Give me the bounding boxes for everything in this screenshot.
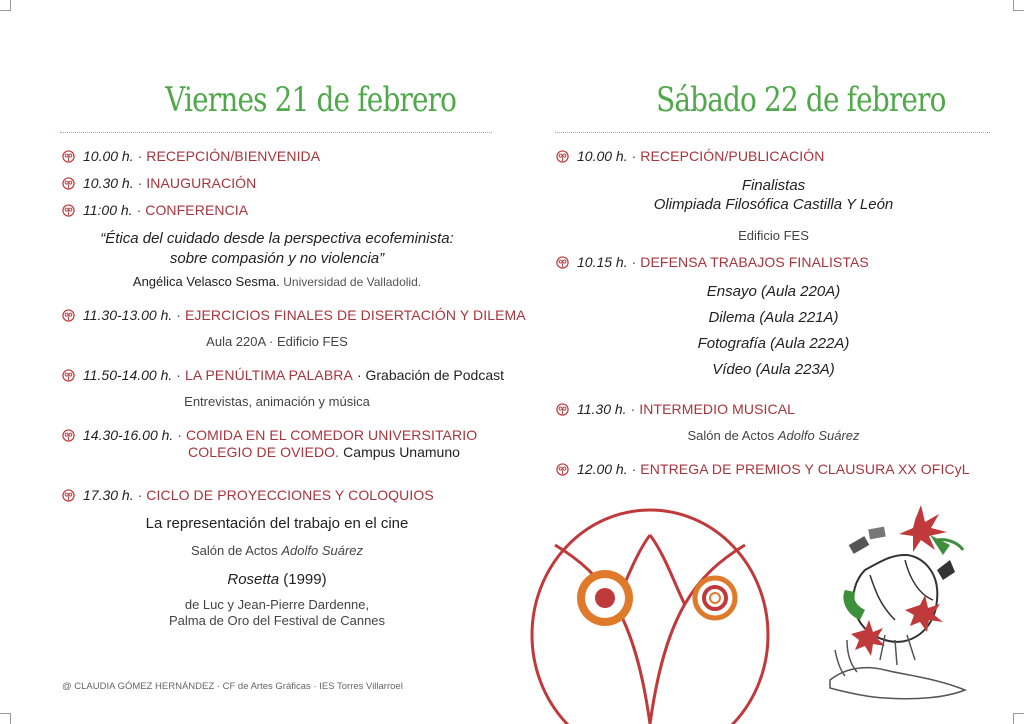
event-name: RECEPCIÓN/BIENVENIDA bbox=[146, 148, 321, 164]
event-time: 11:00 h. bbox=[83, 202, 133, 218]
venue-prefix: Salón de Actos bbox=[687, 428, 775, 443]
footer-credits: @ CLAUDIA GÓMEZ HERNÁNDEZ · CF de Artes Gráficas · IES Torres Villarroel bbox=[62, 681, 403, 692]
conference-speaker: Angélica Velasco Sesma. bbox=[132, 274, 280, 289]
room-photography: Fotografía (Aula 222A) bbox=[697, 335, 850, 352]
owl-bullet-icon bbox=[62, 489, 75, 502]
cinema-venue bbox=[62, 543, 492, 558]
saturday-event-reception: 10.00 h. · RECEPCIÓN/PUBLICACIÓN bbox=[556, 148, 824, 164]
saturday-event-music: 11.30 h. · INTERMEDIO MUSICAL bbox=[556, 401, 795, 417]
conference-speaker-line bbox=[62, 274, 492, 289]
event-extra: · Grabación de Podcast bbox=[356, 367, 505, 383]
crop-mark-bottom-right bbox=[1013, 713, 1024, 724]
owl-bullet-icon bbox=[62, 204, 75, 217]
event-extra: Campus Unamuno bbox=[343, 444, 460, 460]
friday-event-lunch: 14.30-16.00 h. · COMIDA EN EL COMEDOR UNIVERSITARIO bbox=[62, 427, 477, 443]
event-time: 17.30 h. bbox=[83, 487, 134, 503]
owl-bullet-icon bbox=[556, 256, 569, 269]
owl-bullet-icon bbox=[62, 429, 75, 442]
event-name-continued: COLEGIO DE OVIEDO. bbox=[188, 444, 340, 460]
finalists-line1: Finalistas bbox=[741, 177, 806, 194]
event-name: CICLO DE PROYECCIONES Y COLOQUIOS bbox=[146, 487, 434, 503]
conference-affiliation: Universidad de Valladolid. bbox=[283, 275, 422, 289]
exercises-location: Aula 220A · Edificio FES bbox=[206, 334, 348, 349]
conference-quote-line2: sobre compasión y no violencia” bbox=[169, 250, 385, 267]
venue-prefix: Salón de Actos bbox=[190, 543, 278, 558]
saturday-title: Sábado 22 de febrero bbox=[656, 80, 946, 120]
friday-title: Viernes 21 de febrero bbox=[165, 80, 457, 120]
owl-bullet-icon bbox=[556, 150, 569, 163]
music-venue bbox=[556, 428, 991, 443]
event-time: 14.30-16.00 h. bbox=[83, 427, 174, 443]
friday-divider bbox=[60, 132, 492, 133]
film-year: (1999) bbox=[283, 571, 327, 588]
friday-event-inauguration: 10.30 h. · INAUGURACIÓN bbox=[62, 175, 256, 191]
event-time: 11.50-14.00 h. bbox=[83, 367, 173, 383]
venue-name: Adolfo Suárez bbox=[777, 428, 860, 443]
event-time: 10.00 h. bbox=[83, 148, 134, 164]
friday-event-exercises: 11.30-13.00 h. · EJERCICIOS FINALES DE DISERTACIÓN Y DILEMA bbox=[62, 307, 526, 323]
room-dilemma: Dilema (Aula 221A) bbox=[708, 309, 839, 326]
owl-bullet-icon bbox=[62, 309, 75, 322]
event-name: INAUGURACIÓN bbox=[146, 175, 257, 191]
owl-bullet-icon bbox=[62, 369, 75, 382]
crop-mark-bottom-left bbox=[0, 713, 11, 724]
friday-event-reception: 10.00 h. · RECEPCIÓN/BIENVENIDA bbox=[62, 148, 320, 164]
friday-event-conference: 11:00 h. · CONFERENCIA bbox=[62, 202, 248, 218]
event-time: 11.30 h. bbox=[577, 401, 627, 417]
film-title: Rosetta bbox=[227, 571, 280, 588]
owl-bullet-icon bbox=[62, 150, 75, 163]
event-time: 10.00 h. bbox=[577, 148, 628, 164]
room-video: Vídeo (Aula 223A) bbox=[712, 361, 835, 378]
event-time: 10.30 h. bbox=[83, 175, 134, 191]
event-name: INTERMEDIO MUSICAL bbox=[639, 401, 796, 417]
saturday-divider bbox=[555, 132, 990, 133]
venue-name: Adolfo Suárez bbox=[281, 543, 364, 558]
conference-quote-line1: “Ética del cuidado desde la perspectiva ecofeminista: bbox=[100, 230, 454, 247]
event-name: CONFERENCIA bbox=[145, 202, 249, 218]
event-time: 11.30-13.00 h. bbox=[83, 307, 173, 323]
cinema-film bbox=[62, 571, 492, 588]
event-time: 12.00 h. bbox=[577, 461, 628, 477]
owl-bullet-icon bbox=[556, 463, 569, 476]
event-time: 10.15 h. bbox=[577, 254, 628, 270]
finalists-line2: Olimpiada Filosófica Castilla Y León bbox=[653, 196, 894, 213]
podcast-detail: Entrevistas, animación y música bbox=[184, 394, 370, 409]
saturday-event-defense: 10.15 h. · DEFENSA TRABAJOS FINALISTAS bbox=[556, 254, 869, 270]
saturday-event-closing: 12.00 h. · ENTREGA DE PREMIOS Y CLAUSURA XX OFICyL bbox=[556, 461, 970, 477]
owl-logo-icon bbox=[515, 505, 785, 724]
film-credits-line2: Palma de Oro del Festival de Cannes bbox=[168, 613, 386, 628]
crop-mark-top-right bbox=[1013, 0, 1024, 11]
event-name: RECEPCIÓN/PUBLICACIÓN bbox=[640, 148, 825, 164]
film-credits-line1: de Luc y Jean-Pierre Dardenne, bbox=[184, 597, 370, 612]
owl-bullet-icon bbox=[62, 177, 75, 190]
room-essay: Ensayo (Aula 220A) bbox=[706, 283, 841, 300]
friday-event-cinema: 17.30 h. · CICLO DE PROYECCIONES Y COLOQUIOS bbox=[62, 487, 434, 503]
event-name: EJERCICIOS FINALES DE DISERTACIÓN Y DILEMA bbox=[184, 307, 526, 323]
cinema-topic: La representación del trabajo en el cine bbox=[145, 515, 409, 532]
event-name: DEFENSA TRABAJOS FINALISTAS bbox=[640, 254, 869, 270]
event-name: ENTREGA DE PREMIOS Y CLAUSURA XX OFICyL bbox=[640, 461, 970, 477]
crop-mark-top-left bbox=[0, 0, 11, 11]
finalists-location: Edificio FES bbox=[738, 228, 809, 243]
anatomical-heart-flowers-icon bbox=[825, 500, 975, 720]
friday-event-podcast: 11.50-14.00 h. · LA PENÚLTIMA PALABRA · Grabación de Podcast bbox=[62, 367, 504, 383]
owl-bullet-icon bbox=[556, 403, 569, 416]
event-name: COMIDA EN EL COMEDOR UNIVERSITARIO bbox=[185, 427, 478, 443]
friday-event-lunch-line2 bbox=[188, 444, 460, 460]
event-name: LA PENÚLTIMA PALABRA bbox=[184, 367, 353, 383]
